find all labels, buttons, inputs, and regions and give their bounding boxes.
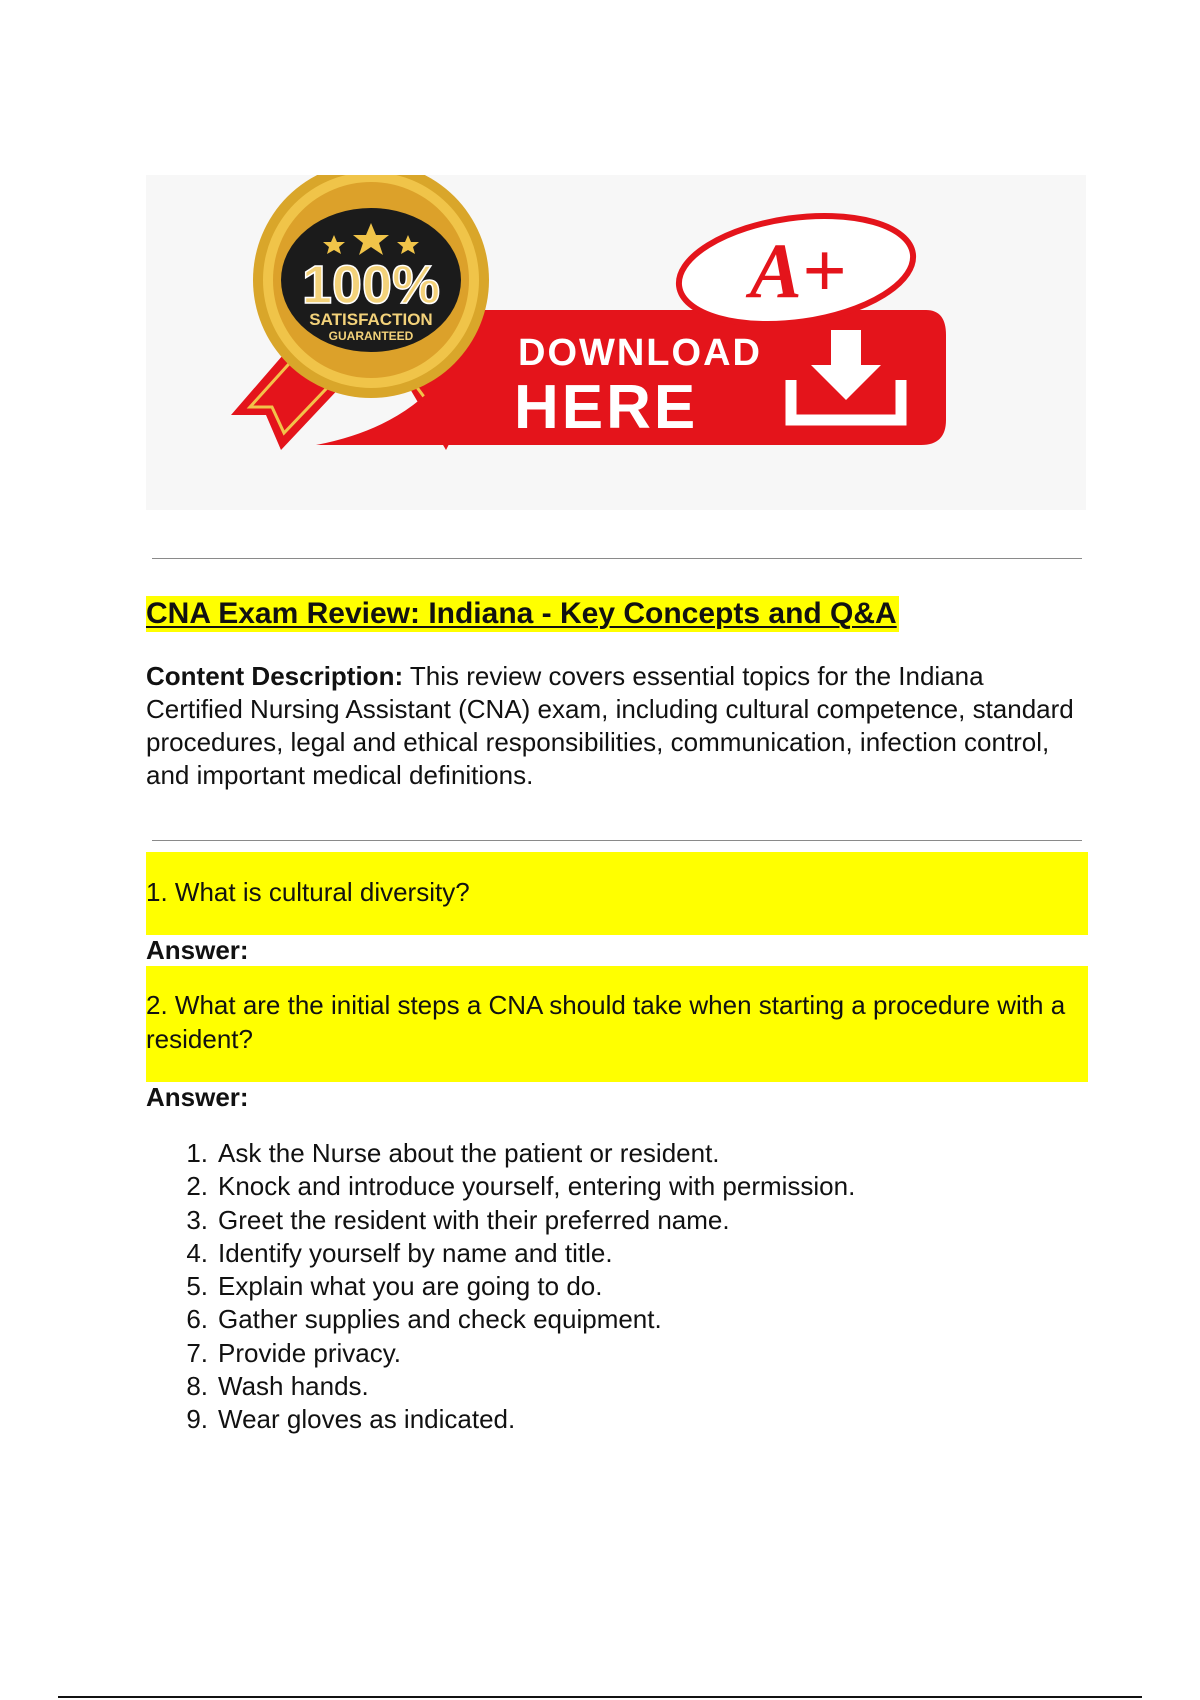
answer-2-steps [146,1137,855,1437]
seal-line1: SATISFACTION [309,310,433,329]
list-item: 1. Ask the Nurse about the patient or resident. [186,1138,720,1168]
list-item: 9. Wear gloves as indicated. [186,1404,516,1435]
question-1: 1. What is cultural diversity? [146,852,1088,935]
grade-text: A+ [749,227,847,314]
list-item: 3. Greet the resident with their preferred name. [186,1204,730,1235]
content-description [146,660,1086,792]
list-item: 7. Provide privacy. [186,1337,402,1368]
description-text: This review covers essential topics for the Indiana Certified Nursing Assistant (CNA) exam, including cultural competence, standard procedures, legal and ethical responsibilities, communication, infection control, and important medical definitions. [146,661,1074,790]
list-item: 8. Wash hands. [186,1371,369,1402]
seal-line2: GUARANTEED [328,329,414,343]
list-item: 4. Identify yourself by name and title. [186,1237,613,1268]
download-banner[interactable] [146,175,1086,510]
list-item: 6. Gather supplies and check equipment. [186,1304,662,1335]
answer-2-label: Answer: [146,1082,249,1112]
divider [152,840,1082,841]
answer-1-label: Answer: [146,935,249,965]
divider [152,558,1082,559]
footer-divider [58,1696,1142,1698]
list-item: 2. Knock and introduce yourself, entering with permission. [186,1171,856,1202]
document-title: CNA Exam Review: Indiana - Key Concepts and Q&A [146,597,897,630]
seal-percent: 100% [301,255,441,315]
description-label: Content Description: [146,661,404,691]
cta-line2: HERE [514,373,699,442]
list-item: 5. Explain what you are going to do. [186,1271,603,1302]
cta-line1: DOWNLOAD [518,332,762,374]
question-2: 2. What are the initial steps a CNA should take when starting a procedure with a resident? [146,966,1088,1082]
